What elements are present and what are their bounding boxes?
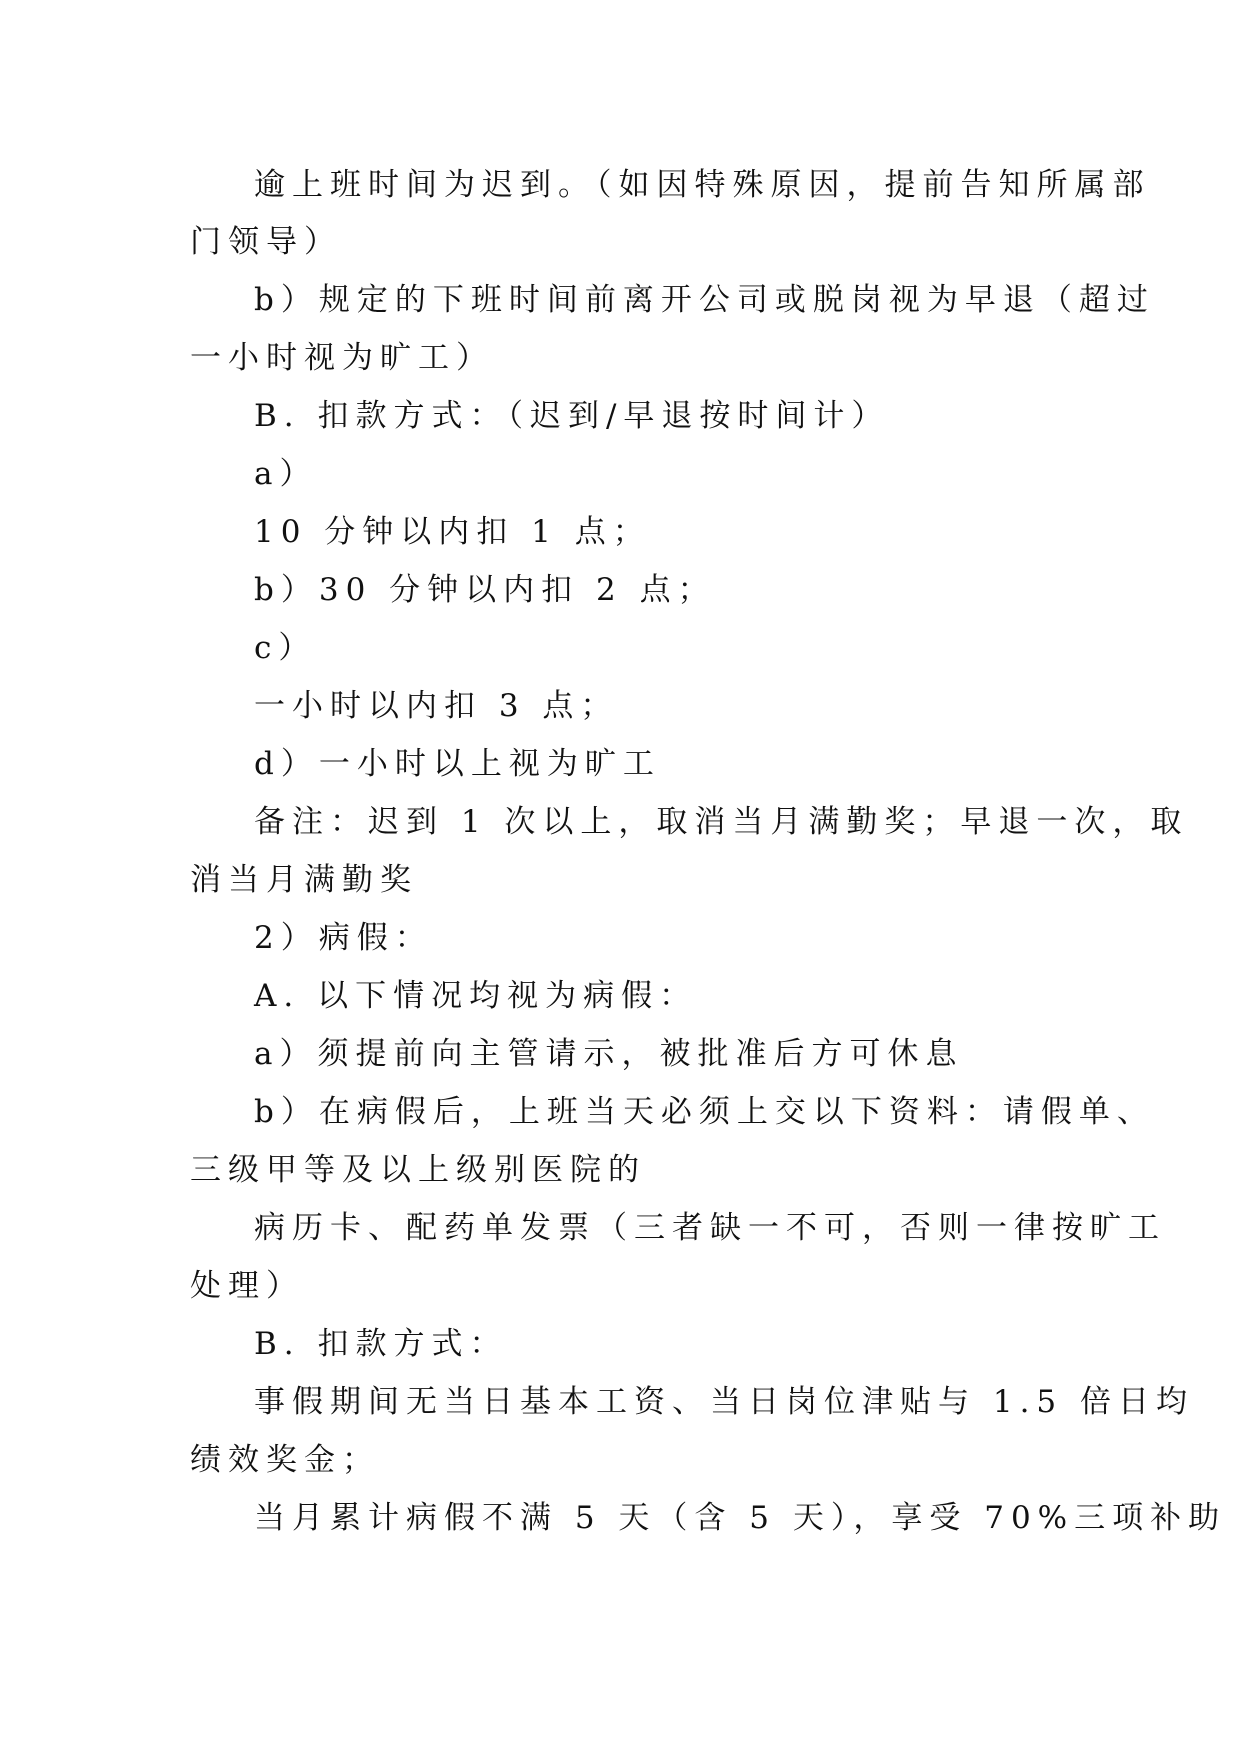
body-line: b）在病假后，上班当天必须上交以下资料：请假单、 [254, 1094, 1155, 1130]
body-line: d）一小时以上视为旷工 [254, 746, 661, 782]
body-line: 一小时视为旷工） [190, 340, 494, 376]
body-line: 当月累计病假不满 5 天（含 5 天），享受 70%三项补助 [254, 1500, 1227, 1536]
body-line: b）规定的下班时间前离开公司或脱岗视为早退（超过 [254, 282, 1155, 318]
body-line: B. 扣款方式： [254, 1326, 508, 1362]
body-line: a） [254, 456, 318, 492]
body-line: 门领导） [190, 224, 342, 260]
body-line: 备注：迟到 1 次以上，取消当月满勤奖；早退一次，取 [254, 804, 1189, 840]
body-line: 逾上班时间为迟到。（如因特殊原因，提前告知所属部 [254, 167, 1151, 203]
body-line: b）30 分钟以内扣 2 点； [254, 572, 716, 608]
body-line: 一小时以内扣 3 点； [254, 688, 619, 724]
body-line: 事假期间无当日基本工资、当日岗位津贴与 1.5 倍日均 [254, 1384, 1195, 1420]
body-line: 处理） [190, 1268, 304, 1304]
body-line: 病历卡、配药单发票（三者缺一不可，否则一律按旷工 [254, 1210, 1166, 1246]
body-line: B. 扣款方式：（迟到/早退按时间计） [254, 398, 890, 434]
body-line: 消当月满勤奖 [190, 862, 418, 898]
body-line: 2）病假： [254, 920, 433, 956]
body-line: 绩效奖金； [190, 1442, 380, 1478]
body-line: A. 以下情况均视为病假： [254, 978, 698, 1014]
body-line: c） [254, 630, 317, 666]
body-line: 三级甲等及以上级别医院的 [190, 1152, 646, 1188]
body-line: a）须提前向主管请示，被批准后方可休息 [254, 1036, 964, 1072]
body-line: 10 分钟以内扣 1 点； [254, 514, 651, 550]
